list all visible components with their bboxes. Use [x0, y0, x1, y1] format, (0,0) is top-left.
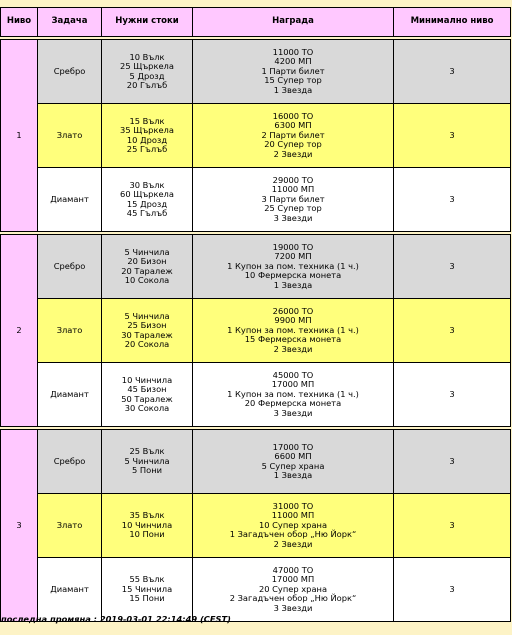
- table-row: [1, 104, 511, 168]
- level-cell: 1: [1, 40, 38, 232]
- min-level-cell: 3: [394, 430, 511, 494]
- reward-line: 7200 МП: [274, 251, 312, 262]
- reward-line: 1 Загадъчен обор „Ню Йорк“: [229, 529, 357, 540]
- animal-line: 10 Чинчила: [121, 374, 173, 385]
- reward-line: 10 Фермерска монета: [244, 270, 342, 281]
- min-level-cell: 3: [394, 299, 511, 363]
- reward-line: 25 Супер тор: [264, 203, 322, 214]
- reward-line: 29000 ТО: [272, 174, 314, 185]
- header-row: [1, 8, 511, 37]
- reward-line: 20 Фермерска монета: [244, 398, 342, 409]
- animal-line: 25 Щъркела: [120, 61, 174, 72]
- header-task: Задача: [38, 8, 102, 37]
- animal-line: 5 Чинчила: [124, 310, 170, 321]
- task-cell: Злато: [38, 104, 102, 168]
- min-level-cell: 3: [394, 104, 511, 168]
- animal-line: 10 Пони: [129, 529, 165, 540]
- table-row: [1, 168, 511, 232]
- reward-line: 1 Купон за пом. техника (1 ч.): [227, 260, 359, 271]
- animal-line: 35 Вълк: [129, 510, 165, 521]
- reward-cell: [193, 40, 394, 104]
- reward-line: 26000 ТО: [272, 305, 314, 316]
- animal-line: 30 Сокола: [124, 402, 170, 413]
- animal-line: 25 Вълк: [129, 446, 165, 457]
- animal-line: 15 Чинчила: [121, 583, 173, 594]
- animal-line: 55 Вълк: [129, 574, 165, 585]
- reward-cell: [193, 168, 394, 232]
- animal-line: 20 Таралеж: [121, 265, 173, 276]
- reward-line: 31000 ТО: [272, 500, 314, 511]
- animal-line: 30 Вълк: [129, 179, 165, 190]
- reward-line: 3 Звезди: [273, 602, 313, 613]
- reward-line: 1 Звезда: [273, 84, 313, 95]
- reward-line: 6300 МП: [274, 120, 312, 131]
- min-level-cell: 3: [394, 494, 511, 558]
- level-cell: 2: [1, 235, 38, 427]
- animal-line: 45 Гълъб: [126, 207, 168, 218]
- task-cell: Сребро: [38, 40, 102, 104]
- reward-line: 16000 ТО: [272, 110, 314, 121]
- animal-line: 10 Сокола: [124, 274, 170, 285]
- reward-cell: [193, 235, 394, 299]
- task-cell: Сребро: [38, 235, 102, 299]
- reward-line: 3 Парти билет: [261, 193, 325, 204]
- reward-line: 3 Звезди: [273, 212, 313, 223]
- animal-line: 10 Чинчила: [121, 519, 173, 530]
- reward-line: 17000 ТО: [272, 441, 314, 452]
- min-level-cell: 3: [394, 40, 511, 104]
- animal-line: 5 Дрозд: [129, 70, 165, 81]
- reward-line: 2 Парти билет: [261, 129, 325, 140]
- reward-line: 9900 МП: [274, 315, 312, 326]
- reward-line: 15 Фермерска монета: [244, 334, 342, 345]
- reward-line: 10 Супер храна: [258, 519, 328, 530]
- table-row: [1, 494, 511, 558]
- reward-line: 1 Купон за пом. техника (1 ч.): [227, 388, 359, 399]
- animals-cell: [102, 430, 193, 494]
- reward-line: 20 Супер храна: [258, 583, 328, 594]
- reward-line: 6600 МП: [274, 451, 312, 462]
- reward-line: 1 Звезда: [273, 469, 313, 480]
- header-reward: Награда: [193, 8, 394, 37]
- reward-line: 47000 ТО: [272, 564, 314, 575]
- level-cell: 3: [1, 430, 38, 622]
- reward-cell: [193, 430, 394, 494]
- reward-line: 4200 МП: [274, 56, 312, 67]
- task-cell: Сребро: [38, 430, 102, 494]
- reward-cell: [193, 558, 394, 622]
- animal-line: 35 Щъркела: [120, 125, 174, 136]
- quest-table-body: [1, 37, 511, 622]
- min-level-cell: 3: [394, 558, 511, 622]
- animals-cell: [102, 494, 193, 558]
- reward-line: 5 Супер храна: [261, 460, 325, 471]
- reward-line: 1 Парти билет: [261, 65, 325, 76]
- table-row: [1, 363, 511, 427]
- reward-line: 11000 МП: [271, 510, 315, 521]
- reward-line: 19000 ТО: [272, 241, 314, 252]
- table-row: [1, 299, 511, 363]
- reward-line: 1 Купон за пом. техника (1 ч.): [227, 324, 359, 335]
- animal-line: 60 Щъркела: [120, 189, 174, 200]
- animal-line: 5 Чинчила: [124, 455, 170, 466]
- reward-line: 17000 МП: [271, 574, 315, 585]
- table-row: [1, 235, 511, 299]
- animal-line: 5 Чинчила: [124, 246, 170, 257]
- reward-line: 11000 МП: [271, 184, 315, 195]
- animals-cell: [102, 363, 193, 427]
- reward-cell: [193, 104, 394, 168]
- animal-line: 25 Бизон: [127, 320, 167, 331]
- reward-line: 15 Супер тор: [264, 75, 322, 86]
- task-cell: Злато: [38, 299, 102, 363]
- animal-line: 20 Бизон: [127, 256, 167, 267]
- min-level-cell: 3: [394, 363, 511, 427]
- task-cell: Злато: [38, 494, 102, 558]
- reward-line: 11000 ТО: [272, 46, 314, 57]
- animal-line: 15 Вълк: [129, 115, 165, 126]
- reward-line: 2 Звезди: [273, 343, 313, 354]
- header-min-level: Минимално ниво: [394, 8, 511, 37]
- reward-line: 20 Супер тор: [264, 139, 322, 150]
- animal-line: 45 Бизон: [127, 384, 167, 395]
- animal-line: 5 Пони: [131, 465, 163, 476]
- table-row: [1, 40, 511, 104]
- reward-cell: [193, 299, 394, 363]
- reward-line: 17000 МП: [271, 379, 315, 390]
- animal-line: 20 Сокола: [124, 338, 170, 349]
- animal-line: 10 Вълк: [129, 51, 165, 62]
- animal-line: 25 Гълъб: [126, 143, 168, 154]
- last-modified: последна промяна : 2019-03-01 22:14:49 (CEST): [1, 614, 231, 624]
- reward-line: 2 Звезди: [273, 148, 313, 159]
- reward-line: 2 Звезди: [273, 538, 313, 549]
- animal-line: 20 Гълъб: [126, 79, 168, 90]
- quest-table: [0, 7, 511, 622]
- animal-line: 10 Дрозд: [126, 134, 168, 145]
- header-level: Ниво: [1, 8, 38, 37]
- reward-cell: [193, 363, 394, 427]
- task-cell: Диамант: [38, 363, 102, 427]
- animals-cell: [102, 235, 193, 299]
- animals-cell: [102, 104, 193, 168]
- animal-line: 30 Таралеж: [121, 329, 173, 340]
- table-row: [1, 430, 511, 494]
- min-level-cell: 3: [394, 168, 511, 232]
- animals-cell: [102, 299, 193, 363]
- task-cell: Диамант: [38, 558, 102, 622]
- animals-cell: [102, 558, 193, 622]
- animal-line: 15 Пони: [129, 593, 165, 604]
- animal-line: 50 Таралеж: [121, 393, 173, 404]
- reward-line: 3 Звезди: [273, 407, 313, 418]
- header-animals: Нужни стоки: [102, 8, 193, 37]
- reward-cell: [193, 494, 394, 558]
- animals-cell: [102, 40, 193, 104]
- reward-line: 1 Звезда: [273, 279, 313, 290]
- animal-line: 15 Дрозд: [126, 198, 168, 209]
- table-row: [1, 558, 511, 622]
- animals-cell: [102, 168, 193, 232]
- reward-line: 2 Загадъчен обор „Ню Йорк“: [229, 593, 357, 604]
- task-cell: Диамант: [38, 168, 102, 232]
- min-level-cell: 3: [394, 235, 511, 299]
- reward-line: 45000 ТО: [272, 369, 314, 380]
